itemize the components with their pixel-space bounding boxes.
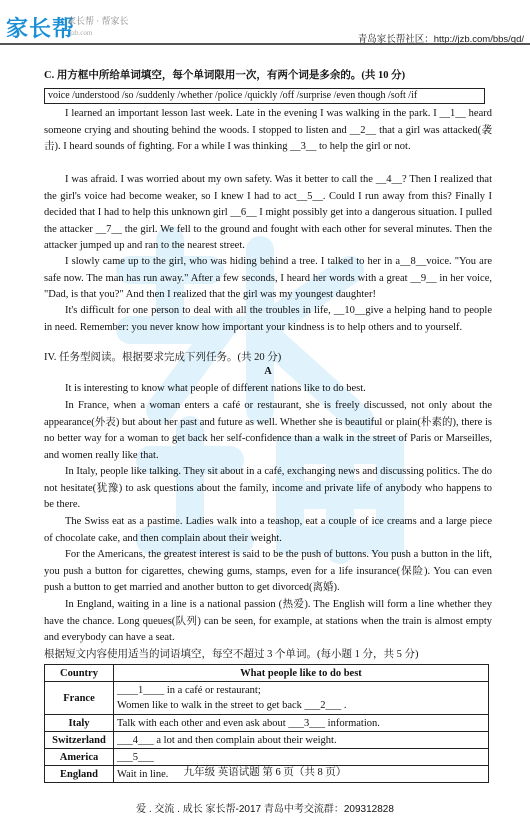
- answer-line: ___4___ a lot and then complain about their weight.: [114, 732, 489, 749]
- country-cell: Italy: [45, 715, 114, 732]
- passage-paragraph: For the Americans, the greatest interest is said to be the push of buttons. You push a button in the lift, you push a button for cigarettes, chewing gums, stamps, even for a life insurance(保险). You can even push a button to get married and another button to get divorced(离婚).: [44, 549, 492, 594]
- section-c-title: C. 用方框中所给单词填空，每个单词限用一次，有两个词是多余的。(共 10 分): [44, 70, 406, 81]
- answer-line: ___5___: [114, 749, 489, 766]
- answer-cell: [114, 682, 489, 715]
- jzb-logo: 家长帮: [6, 16, 76, 41]
- table-header-row: [45, 665, 489, 682]
- table-row: [45, 749, 489, 766]
- answer-line: Wait in line.: [114, 766, 489, 783]
- passage-paragraph: In England, waiting in a line is a national passion (热爱). The English will form a line whether they have the chance. Long queues(队列) can be seen, for example, at stations when the train is almost empty and everybody can have a seat.: [44, 599, 492, 644]
- word-box: voice /understood /so /suddenly /whether /police /quickly /off /surprise /even though /soft /if: [44, 88, 485, 104]
- table-row: [45, 715, 489, 732]
- section-iv-title: IV. 任务型阅读。根据要求完成下列任务。(共 20 分): [44, 352, 282, 363]
- cloze-paragraph: It's difficult for one person to deal with all the troubles in life, __10__give a helping hand to people in need. Remember: you never know how important your kindness is to help others and to yourself.: [44, 305, 492, 333]
- answer-line: Women like to walk in the street to get back ___2___ .: [117, 700, 347, 711]
- answer-line: ____1____ in a café or restaurant;: [117, 685, 261, 696]
- country-cell: America: [45, 749, 114, 766]
- table-instruction: 根据短文内容使用适当的词语填空，每空不超过 3 个单词。(每小题 1 分，共 5 分): [44, 649, 419, 660]
- cloze-paragraph: I learned an important lesson last week. Late in the evening I was walking in the park. I __1__ heard someone crying and shouting behind the woods. I stopped to listen and __2__ that a girl was attacked(袭击). I heard sounds of fighting. For a while I was thinking __3__ to help the girl or not.: [44, 108, 492, 153]
- header-divider: [0, 43, 530, 45]
- country-cell: England: [45, 766, 114, 783]
- logo-slogan: 家长帮 · 帮家长: [67, 16, 129, 26]
- column-header: What people like to do best: [114, 665, 489, 682]
- passage-paragraph: In France, when a woman enters a café or restaurant, she is freely discussed, not only about the appearance(外表) but about her past and future as well. Whether she is beautiful or plain(朴素的), there is no better way for a woman to get back her self-confidence than a walk in the street of Paris or Marseilles, and women really like that.: [44, 400, 492, 461]
- passage-paragraph: The Swiss eat as a pastime. Ladies walk into a teashop, eat a couple of ice creams and a large piece of chocolate cake, and then complain about their weight.: [44, 516, 492, 544]
- page-number: 九年级 英语试题 第 6 页（共 8 页）: [183, 767, 347, 778]
- cloze-paragraph: I was afraid. I was worried about my own safety. Was it better to call the __4__? Then I realized that the girl's voice had become weaker, so I knew I had to act__5__. Could I run away from this? Finally I decided that I had to help this unknown girl __6__ I might possibly get into a dangerous situation. I pulled the attacker __7__ the girl. We fell to the ground and fought with each other for several minutes. Then the attacker jumped up and ran to the nearest street.: [44, 174, 492, 252]
- passage-paragraph: It is interesting to know what people of different nations like to do best.: [65, 383, 366, 394]
- country-cell: Switzerland: [45, 732, 114, 749]
- cloze-paragraph: I slowly came up to the girl, who was hiding behind a tree. I talked to her in a__8__voice. "You are safe now. The man has run away." After a few seconds, I heard her words with a great __9__ in her voice, "Dad, is that you?" And then I realized that the girl was my youngest daughter!: [44, 256, 492, 301]
- site-url: 青岛家长帮社区：http://jzb.com/bbs/qd/: [357, 34, 524, 45]
- table-row: [45, 732, 489, 749]
- footer-banner: 爱 . 交流 . 成长 家长帮-2017 青岛中考交流群：209312828: [136, 804, 394, 815]
- answer-line: Talk with each other and even ask about ___3___ information.: [114, 715, 489, 732]
- logo-site: jzb.com: [70, 29, 93, 37]
- table-row: [45, 682, 489, 715]
- country-cell: France: [45, 682, 114, 715]
- passage-label: A: [264, 366, 272, 377]
- column-header: Country: [45, 665, 114, 682]
- passage-paragraph: In Italy, people like talking. They sit about in a café, exchanging news and discussing politics. The do not hesitate(犹豫) to ask questions about the family, income and private life of anybody who happens to be there.: [44, 466, 492, 511]
